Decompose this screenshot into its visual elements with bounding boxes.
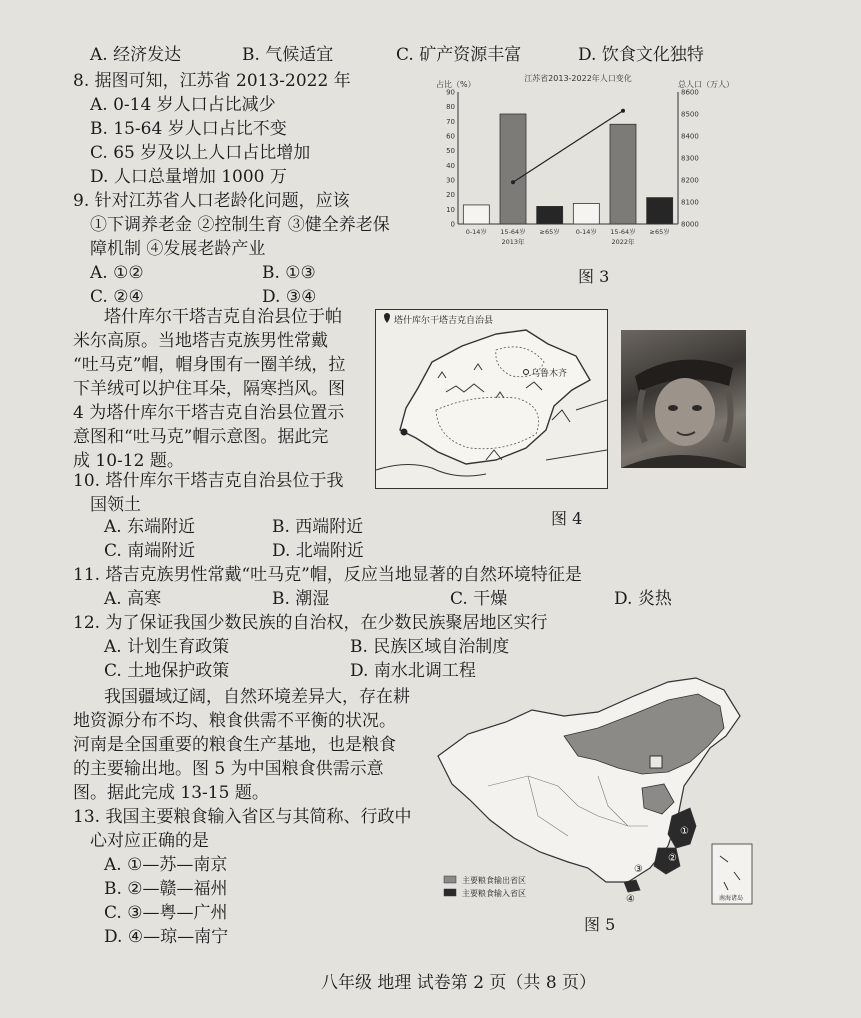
chart-left-tick-label: 20: [446, 191, 455, 200]
q10-option-b: B. 西端附近: [272, 517, 364, 537]
q7-option-c: C. 矿产资源丰富: [396, 45, 522, 65]
q12-option-d: D. 南水北调工程: [350, 661, 476, 681]
chart-group-label: 2022年: [611, 238, 635, 246]
passage1-line-5: 4 为塔什库尔干塔吉克自治县位置示: [73, 403, 345, 423]
q13-option-d: D. ④—琼—南宁: [104, 927, 229, 947]
figure-4-city-label: 乌鲁木齐: [531, 369, 568, 379]
q7-option-a: A. 经济发达: [90, 45, 182, 65]
chart-right-tick-label: 8400: [681, 132, 699, 141]
q8-option-d: D. 人口总量增加 1000 万: [90, 167, 287, 187]
q11-option-b: B. 潮湿: [272, 589, 330, 609]
chart-right-tick-label: 8500: [681, 110, 699, 119]
chart-category-label: 0-14岁: [575, 228, 597, 236]
chart-bar: [573, 203, 599, 224]
chart-right-tick-label: 8000: [681, 220, 699, 229]
chart-population-point: [511, 180, 515, 184]
q11-stem: 11. 塔吉克族男性常戴“吐马克”帽，反应当地显著的自然环境特征是: [73, 565, 582, 585]
q11-option-d: D. 炎热: [614, 589, 672, 609]
chart-category-label: 15-64岁: [500, 228, 526, 236]
chart-population-point: [621, 109, 625, 113]
tashkurgan-marker: [401, 429, 408, 436]
chart-bar: [500, 114, 526, 224]
chart-left-tick-label: 10: [446, 205, 455, 214]
q11-option-c: C. 干燥: [450, 589, 508, 609]
chart-bar: [463, 205, 489, 224]
q10-option-a: A. 东端附近: [104, 517, 196, 537]
chart-left-tick-label: 60: [446, 132, 455, 141]
q9-option-b: B. ①③: [262, 263, 316, 283]
chart-left-tick-label: 40: [446, 161, 455, 170]
q13-stem-2: 心对应正确的是: [90, 831, 209, 851]
q10-option-d: D. 北端附近: [272, 541, 364, 561]
q9-stem-3: 障机制 ④发展老龄产业: [90, 239, 266, 259]
map-label-3: ③: [634, 864, 643, 875]
q8-stem: 8. 据图可知，江苏省 2013-2022 年: [73, 71, 351, 91]
location-pin-icon: [384, 313, 390, 323]
q12-option-b: B. 民族区域自治制度: [350, 637, 510, 657]
chart-right-tick-label: 8100: [681, 198, 699, 207]
q10-stem-2: 国领土: [90, 495, 141, 515]
chart-left-tick-label: 30: [446, 176, 455, 185]
chart-group-label: 2013年: [501, 238, 525, 246]
figure-3-caption: 图 3: [578, 267, 610, 286]
passage1-line-2: 米尔高原。当地塔吉克族男性常戴: [73, 331, 328, 351]
q9-stem-1: 9. 针对江苏省人口老龄化问题，应该: [73, 191, 350, 211]
legend-import-label: 主要粮食输入省区: [462, 889, 526, 898]
passage2-line-1: 我国疆域辽阔，自然环境差异大，存在耕: [104, 687, 410, 707]
passage2-line-2: 地资源分布不均、粮食供需不平衡的状况。: [73, 711, 396, 731]
passage2-line-3: 河南是全国重要的粮食生产基地，也是粮食: [73, 735, 396, 755]
chart-category-label: ≥65岁: [539, 228, 560, 236]
q9-stem-2: ①下调养老金 ②控制生育 ③健全养老保: [90, 215, 390, 235]
chart-left-tick-label: 70: [446, 117, 455, 126]
q9-option-a: A. ①②: [90, 263, 144, 283]
chart-right-tick-label: 8600: [681, 88, 699, 97]
figure-4-legend: 塔什库尔干塔吉克自治县: [394, 316, 494, 326]
q13-option-a: A. ①—苏—南京: [104, 855, 228, 875]
q13-option-b: B. ②—赣—福州: [104, 879, 228, 899]
passage2-line-5: 图。据此完成 13-15 题。: [73, 783, 269, 803]
chart-ylabel-right: 总人口（万人）: [678, 80, 734, 89]
legend-export-label: 主要粮食输出省区: [462, 876, 526, 885]
q8-option-c: C. 65 岁及以上人口占比增加: [90, 143, 311, 163]
q9-option-d: D. ③④: [262, 287, 317, 307]
chart-ylabel-left: 占比（%）: [436, 80, 476, 89]
q10-option-c: C. 南端附近: [104, 541, 196, 561]
chart-bar: [647, 198, 673, 224]
figure-5-map: [428, 676, 754, 912]
q10-stem-1: 10. 塔什库尔干塔吉克自治县位于我: [73, 471, 344, 491]
q8-option-a: A. 0-14 岁人口占比减少: [90, 95, 276, 115]
q8-option-b: B. 15-64 岁人口占比不变: [90, 119, 287, 139]
q13-option-c: C. ③—粤—广州: [104, 903, 228, 923]
q12-option-a: A. 计划生育政策: [104, 637, 230, 657]
chart-right-tick-label: 8300: [681, 154, 699, 163]
map-label-4: ④: [626, 894, 635, 905]
tumak-hat-photo: [621, 330, 746, 468]
q11-option-a: A. 高寒: [104, 589, 162, 609]
figure-5-caption: 图 5: [584, 915, 616, 934]
passage2-line-4: 的主要输出地。图 5 为中国粮食供需示意: [73, 759, 384, 779]
q7-option-d: D. 饮食文化独特: [578, 45, 704, 65]
q12-stem: 12. 为了保证我国少数民族的自治权，在少数民族聚居地区实行: [73, 613, 548, 633]
chart-category-label: 0-14岁: [465, 228, 487, 236]
passage1-line-1: 塔什库尔干塔吉克自治县位于帕: [104, 307, 342, 327]
chart-left-tick-label: 80: [446, 103, 455, 112]
map-label-1: ①: [680, 826, 689, 837]
q12-option-c: C. 土地保护政策: [104, 661, 230, 681]
chart-right-tick-label: 8200: [681, 176, 699, 185]
chart-category-label: 15-64岁: [610, 228, 636, 236]
chart-left-tick-label: 0: [450, 220, 455, 229]
figure-4-caption: 图 4: [551, 509, 583, 528]
passage1-line-7: 成 10-12 题。: [73, 451, 184, 471]
q13-stem-1: 13. 我国主要粮食输入省区与其简称、行政中: [73, 807, 412, 827]
passage1-line-6: 意图和“吐马克”帽示意图。据此完: [73, 427, 329, 447]
chart-title: 江苏省2013-2022年人口变化: [524, 74, 632, 83]
chart-category-label: ≥65岁: [649, 228, 670, 236]
page-footer: 八年级 地理 试卷第 2 页（共 8 页）: [321, 973, 597, 993]
passage1-line-4: 下羊绒可以护住耳朵，隔寒挡风。图: [73, 379, 345, 399]
figure-3-chart: [428, 68, 748, 254]
chart-bar: [610, 124, 636, 224]
q9-option-c: C. ②④: [90, 287, 144, 307]
figure-4-map: [375, 309, 608, 489]
inset-label: 南海诸岛: [719, 895, 744, 902]
chart-left-tick-label: 50: [446, 147, 455, 156]
passage1-line-3: “吐马克”帽，帽身围有一圈羊绒，拉: [73, 355, 346, 375]
map-label-2: ②: [668, 853, 677, 864]
chart-population-line: [513, 111, 623, 183]
chart-bar: [537, 206, 563, 224]
chart-left-tick-label: 90: [446, 88, 455, 97]
q7-option-b: B. 气候适宜: [242, 45, 334, 65]
